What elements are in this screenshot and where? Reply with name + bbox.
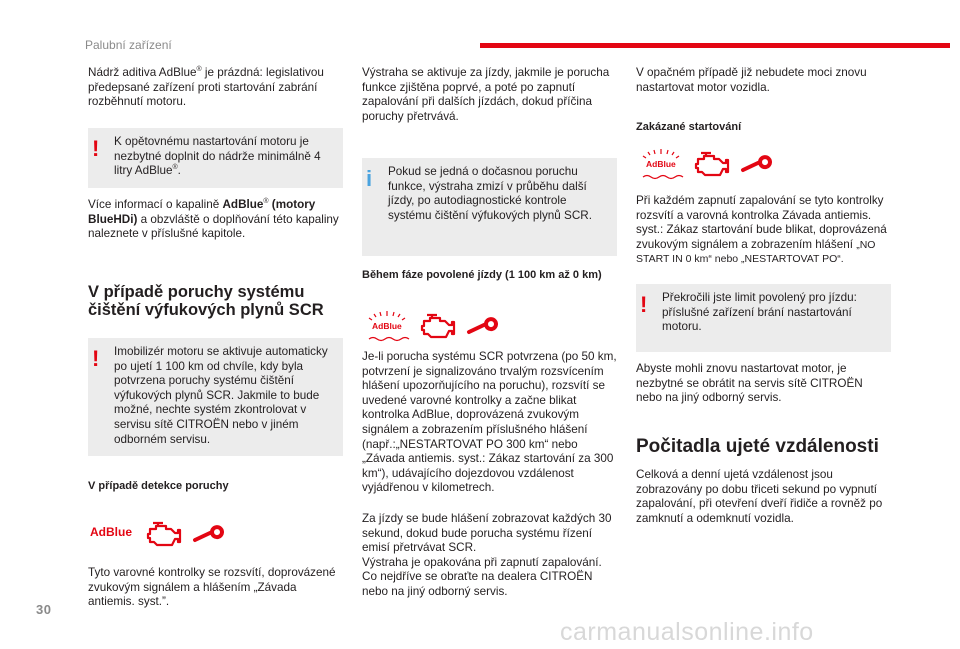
warning-note-limit-exceeded	[636, 284, 891, 352]
more-info-block	[88, 198, 343, 242]
warning-note-immobiliser	[88, 338, 343, 456]
wrench-icon	[466, 316, 498, 338]
start-prohibited-block	[636, 194, 891, 267]
repeat-message-paragraph: Za jízdy se bude hlášení zobrazovat každých 30 sekund, dokud bude porucha systému řízení emisí přetrvávat SCR. Výstraha je opakována při zapnutí zapalování. Co nejdříve se obraťte na dealera CITROËN nebo na jiný odborný servis.	[362, 512, 612, 598]
adblue-label: AdBlue	[646, 159, 676, 169]
subheading-fault-detection: V případě detekce poruchy	[88, 480, 229, 492]
subheading-permitted-driving: Během fáze povolené jízdy (1 100 km až 0 km)	[362, 269, 602, 281]
exclamation-icon: !	[640, 292, 648, 317]
column-1	[88, 66, 343, 110]
wrench-icon	[740, 154, 772, 176]
fault-detection-paragraph: Tyto varovné kontrolky se rozsvítí, doprovázené zvukovým signálem a hlášením „Závada antiemis. syst.”.	[88, 566, 336, 609]
column-2	[362, 66, 617, 124]
restart-service-block	[636, 362, 891, 406]
section-title-scr-failure: V případě poruchy systému čištění výfukových plynů SCR	[88, 283, 324, 319]
warning-note-text: K opětovnému nastartování motoru je nezbytné doplnit do nádrže minimálně 4 litry AdBlue®.	[114, 135, 321, 178]
warning-note-refill	[88, 128, 343, 188]
warning-lights-row	[362, 308, 602, 352]
section-title-odometers: Počitadla ujeté vzdálenosti	[636, 436, 879, 457]
restart-service-paragraph: Abyste mohli znovu nastartovat motor, je nezbytné se obrátit na servis sítě CITROËN nebo na jiný odborný servis.	[636, 362, 863, 405]
column-3	[636, 66, 891, 95]
engine-check-icon	[692, 150, 730, 180]
warning-note-text: Imobilizér motoru se aktivuje automaticky po ujetí 1 100 km od chvíle, kdy byla potvrzena poruchy systému čištění výfukových plynů SCR. Jakmile to bude možné, nechte systém zkontrolovat v servisu sítě CITROËN nebo v jiném odborném servisu.	[114, 345, 328, 446]
info-note-text: Pokud se jedná o dočasnou poruchu funkce, výstraha zmizí v průběhu další jízdy, po autodiagnostické kontrole systému čištění výfukových plynů SCR.	[388, 165, 592, 222]
fault-detection-text-block	[88, 566, 343, 610]
scr-confirmed-block	[362, 350, 617, 496]
exclamation-icon: !	[92, 346, 100, 371]
adblue-warning-icon: AdBlue	[90, 525, 132, 539]
warning-note-text: Překročili jste limit povolený pro jízdu: příslušné zařízení brání nastartování motoru.	[662, 291, 857, 334]
wrench-icon	[192, 524, 224, 546]
repeat-message-block	[362, 512, 617, 600]
info-note-temporary-fault	[362, 158, 617, 256]
running-header: Palubní zařízení	[85, 38, 172, 52]
start-prohibited-paragraph: Při každém zapnutí zapalování se tyto kontrolky rozsvítí a varovná kontrolka Závada antiemis. syst.: Zákaz startování bude blikat, doprovázená zvukovým signálem a zobrazením hlášení „NO START IN 0 km“ nebo „NESTARTOVAT PO“.	[636, 194, 887, 266]
header-accent-bar	[480, 43, 950, 48]
engine-check-icon	[418, 312, 456, 342]
no-restart-paragraph: V opačném případě již nebudete moci znovu nastartovat motor vozidla.	[636, 66, 867, 94]
watermark: carmanualsonline.info	[560, 618, 814, 646]
page-number: 30	[36, 602, 52, 617]
scr-confirmed-paragraph: Je-li porucha systému SCR potvrzena (po 50 km, potvrzení je signalizováno trvalým rozsvícením hlášení upozorňujícího na poruchu), rozsvítí se uvedené varovné kontrolky a začne blikat kontrolka AdBlue, doprovázená zvukovým signálem a zobrazením příslušného hlášení (např.:„NESTARTOVAT PO 300 km“ nebo „Závada antiemis. syst.: Zákaz startování za 300 km“), udávajícího dojezdovou vzdálenost vyjádřenou v kilometrech.	[362, 350, 617, 495]
odometer-block	[636, 468, 891, 526]
more-info-paragraph: Více informací o kapalině AdBlue® (motory BlueHDi) a obzvláště o doplňování této kapaliny naleznete v příslušné kapitole.	[88, 198, 339, 241]
warning-lights-row	[88, 516, 328, 560]
alert-activation-paragraph: Výstraha se aktivuje za jízdy, jakmile je porucha funkce zjištěna poprvé, a poté po zapnutí zapalování při dalších jízdách, dokud příčina poruchy přetrvává.	[362, 66, 610, 123]
subheading-start-prohibited: Zakázané startování	[636, 121, 742, 133]
info-icon: i	[366, 166, 373, 191]
exclamation-icon: !	[92, 136, 100, 161]
adblue-label: AdBlue	[372, 321, 402, 331]
intro-paragraph: Nádrž aditiva AdBlue® je prázdná: legislativou předepsané zařízení proti startování zabrání rozběhnutí motoru.	[88, 66, 324, 109]
odometer-paragraph: Celková a denní ujetá vzdálenost jsou zobrazovány po dobu třiceti sekund po vypnutí zapalování, při otevření dveří řidiče a rovněž po zamknutí a odemknutí vozidla.	[636, 468, 883, 525]
engine-check-icon	[144, 520, 182, 550]
warning-lights-row	[636, 146, 876, 190]
